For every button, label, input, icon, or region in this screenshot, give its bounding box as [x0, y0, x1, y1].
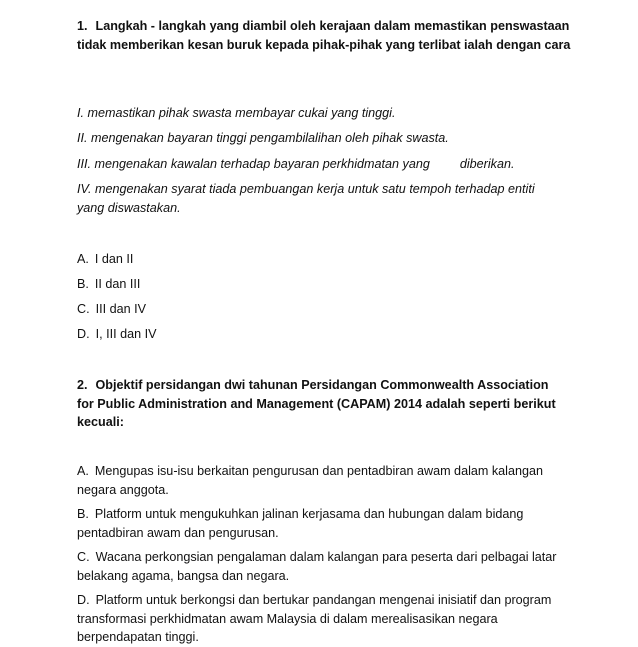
option-letter: B.: [77, 277, 89, 291]
option-letter: B.: [77, 507, 89, 521]
option-text: I dan II: [94, 252, 134, 266]
question-1-statement-4: IV. mengenakan syarat tiada pembuangan kerja untuk satu tempoh terhadap entiti yang diswastakan.: [77, 182, 535, 215]
question-1-option-c: [77, 300, 577, 319]
question-1-text: Langkah - langkah yang diambil oleh kerajaan dalam memastikan penswastaan tidak memberikan kesan buruk kepada pihak-pihak yang terlibat ialah dengan cara: [77, 19, 571, 52]
option-text: Platform untuk mengukuhkan jalinan kerjasama dan hubungan dalam bidang pentadbiran awam dan pengurusan.: [77, 507, 524, 540]
option-text: Wacana perkongsian pengalaman dalam kalangan para peserta dari pelbagai latar belakang agama, bangsa dan negara.: [77, 550, 557, 583]
option-letter: A.: [77, 464, 89, 478]
question-1-statement-2: II. mengenakan bayaran tinggi pengambilalihan oleh pihak swasta.: [77, 131, 449, 145]
question-1-option-b: [77, 275, 577, 294]
question-2-option-a: [77, 462, 562, 499]
option-letter: D.: [77, 327, 90, 341]
question-1-statement-3: [77, 155, 577, 174]
question-2-text: Objektif persidangan dwi tahunan Persidangan Commonwealth Association for Public Administration and Management (CAPAM) 2014 adalah seperti berikut kecuali:: [77, 378, 556, 429]
option-letter: C.: [77, 302, 90, 316]
question-1-option-a: [77, 250, 577, 269]
option-text: III dan IV: [95, 302, 146, 316]
question-1-number: 1.: [77, 19, 88, 33]
option-letter: A.: [77, 252, 89, 266]
option-text: II dan III: [94, 277, 141, 291]
option-letter: C.: [77, 550, 90, 564]
question-1-option-d: [77, 325, 577, 344]
option-text: I, III dan IV: [95, 327, 157, 341]
question-2-option-d: [77, 591, 557, 647]
option-text: Mengupas isu-isu berkaitan pengurusan dan pentadbiran awam dalam kalangan negara anggota.: [77, 464, 543, 497]
question-1-statement-1: I. memastikan pihak swasta membayar cukai yang tinggi.: [77, 106, 396, 120]
question-2-title: [77, 376, 567, 432]
question-1-title: [77, 17, 577, 54]
question-1-statement-3-tail: diberikan.: [459, 157, 515, 171]
question-2-option-b: [77, 505, 537, 542]
option-text: Platform untuk berkongsi dan bertukar pandangan mengenai inisiatif dan program transformasi perkhidmatan awam Malaysia di dalam merealisasikan negara berpendapatan tinggi.: [77, 593, 552, 644]
question-1-statement-3-main: III. mengenakan kawalan terhadap bayaran perkhidmatan yang: [77, 157, 430, 171]
question-2-number: 2.: [77, 378, 88, 392]
option-letter: D.: [77, 593, 90, 607]
question-2-option-c: [77, 548, 567, 585]
